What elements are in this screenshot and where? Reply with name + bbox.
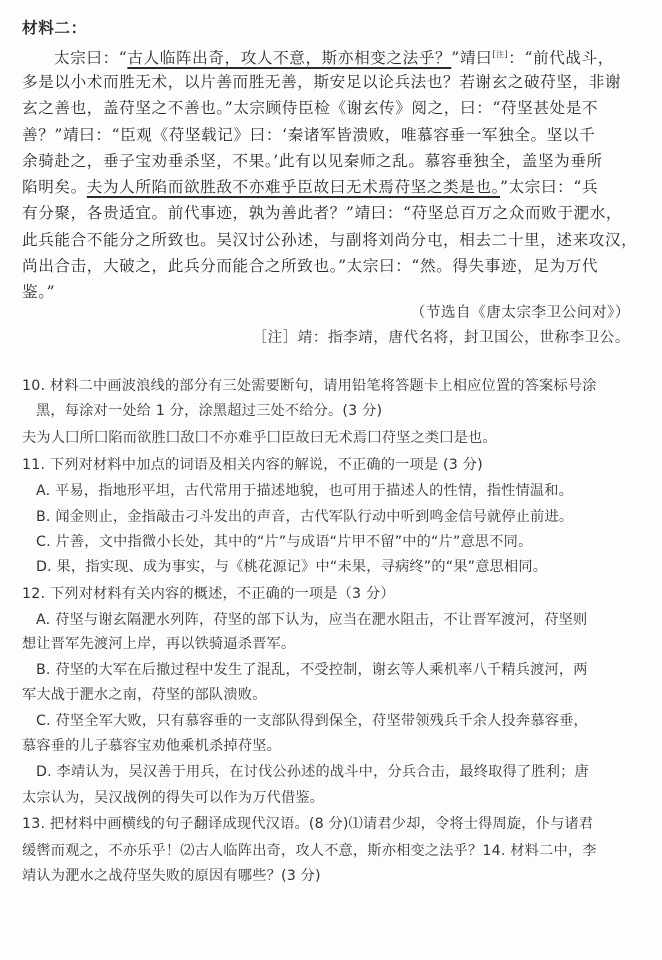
- passage-line: 鉴。”: [22, 283, 56, 301]
- passage-line: 玄之善也，盖苻坚之不善也。”太宗顾侍臣检《谢玄传》阅之，曰：“苻坚甚处是不: [22, 99, 599, 117]
- question-12: 12. 下列对材料有关内容的概述，不正确的一项是（3 分）: [22, 586, 395, 602]
- annotation-note: ［注］靖：指李靖，唐代名将，封卫国公，世称李卫公。: [252, 330, 630, 346]
- passage-line: 太宗曰：“古人临阵出奇，攻人不意，斯亦相变之法乎？”靖曰[注]：“前代战斗，: [54, 49, 615, 68]
- option-12-b: B. 苻坚的大军在后撤过程中发生了混乱，不受控制，谢玄等人乘机率八千精兵渡河，两: [36, 662, 588, 678]
- option-12-c: C. 苻坚全军大败，只有慕容垂的一支部队得到保全，苻坚带领残兵千余人投奔慕容垂，: [36, 713, 588, 729]
- passage-line: 善？”靖曰：“臣观《苻坚载记》曰：‘秦诸军皆溃败，唯慕容垂一军独全。坚以千: [22, 126, 596, 144]
- question-13: 13. 把材料中画横线的句子翻译成现代汉语。(8 分)⑴请君少却，令将士得周旋，仆与诸君: [22, 816, 594, 832]
- option-12-a: A. 苻坚与谢玄隔淝水列阵，苻坚的部下认为，应当在淝水阻击，不让晋军渡河，苻坚则: [36, 612, 588, 628]
- question-10: 黑，每涂对一处给 1 分，涂黑超过三处不给分。(3 分): [36, 403, 383, 419]
- passage-line: 尚出合击，大破之，此兵分而能合之所致也。”太宗曰：“然。得失事迹，足为万代: [22, 257, 599, 275]
- passage-line: 有分聚，各贵适宜。前代事迹，孰为善此者？”靖曰：“苻坚总百万之众而败于淝水，: [22, 204, 623, 222]
- passage-line: 多是以小术而胜无术，以片善而胜无善，斯安足以论兵法也？若谢玄之破苻坚，非谢: [22, 73, 622, 91]
- option-11-b: B. 闻金则止，金指敲击刁斗发出的声音，古代军队行动中听到鸣金信号就停止前进。: [36, 509, 574, 525]
- option-11-a: A. 平易，指地形平坦，古代常用于描述地貌，也可用于描述人的性情，指性情温和。: [36, 483, 574, 499]
- option-12-d: D. 李靖认为，吴汉善于用兵，在讨伐公孙述的战斗中，分兵合击，最终取得了胜利；唐: [36, 764, 589, 780]
- question-11: 11. 下列对材料中加点的词语及相关内容的解说，不正确的一项是 (3 分): [22, 457, 483, 473]
- question-10: 10. 材料二中画波浪线的部分有三处需要断句，请用铅笔将答题卡上相应位置的答案标号涂: [22, 378, 597, 394]
- source-citation: （节选自《唐太宗李卫公问对》）: [410, 305, 630, 321]
- option-11-c: C. 片善，文中指微小长处，其中的“片”与成语“片甲不留”中的“片”意思不同。: [36, 534, 533, 550]
- passage-line: 陷明矣。夫为人所陷而欲胜敌不亦难乎臣故曰无术焉苻坚之类是也。”太宗曰：“兵: [22, 178, 599, 196]
- option-12-c: 慕容垂的儿子慕容宝劝他乘机杀掉苻坚。: [22, 738, 281, 754]
- question-13: 缓辔而观之，不亦乐乎！⑵古人临阵出奇，攻人不意，斯亦相变之法乎？14. 材料二中，李: [22, 843, 597, 859]
- passage-line: 此兵能合不能分之所致也。吴汉讨公孙述，与副将刘尚分屯，相去二十里，述来攻汉，: [22, 231, 638, 249]
- underlined-sentence-2: 夫为人所陷而欲胜敌不亦难乎臣故曰无术焉苻坚之类是也。: [86, 178, 501, 196]
- question-10-sentence: 夫为人囗所囗陷而欲胜囗敌囗不亦难乎囗臣故曰无术焉囗苻坚之类囗是也。: [22, 430, 497, 446]
- section-heading: 材料二：: [22, 19, 87, 37]
- passage-line: 余骑赴之，垂子宝劝垂杀坚，不果。’此有以见秦师之乱。慕容垂独全，盖坚为垂所: [22, 152, 603, 170]
- option-12-a: 想让晋军先渡河上岸，再以铁骑逼杀晋军。: [22, 636, 296, 652]
- question-14: 靖认为淝水之战苻坚失败的原因有哪些？(3 分): [22, 868, 321, 884]
- note-marker: [注]: [492, 50, 509, 59]
- option-11-d: D. 果，指实现、成为事实，与《桃花源记》中“未果，寻病终”的“果”意思相同。: [36, 559, 548, 575]
- option-12-d: 太宗认为，吴汉战例的得失可以作为万代借鉴。: [22, 790, 325, 806]
- underlined-sentence-1: 古人临阵出奇，攻人不意，斯亦相变之法乎？: [127, 49, 452, 68]
- option-12-b: 军大战于淝水之南，苻坚的部队溃败。: [22, 687, 267, 703]
